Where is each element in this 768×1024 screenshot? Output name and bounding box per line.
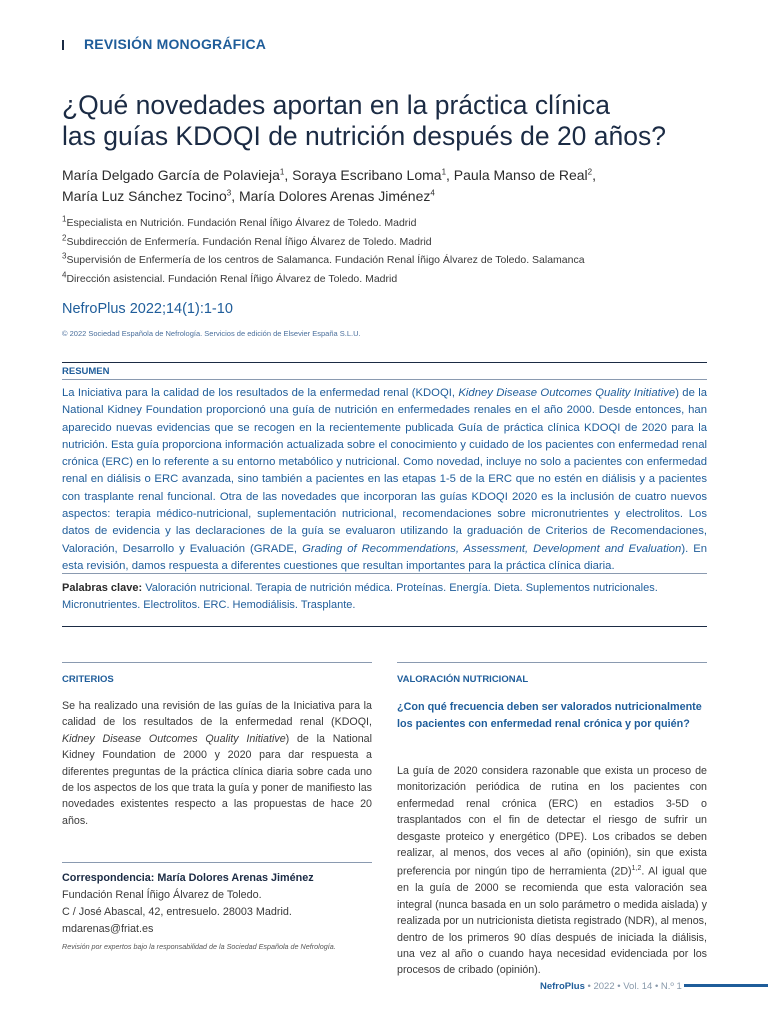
keywords-text: Valoración nutricional. Terapia de nutrición médica. Proteínas. Energía. Dieta. Suplementos nutricionales. Micronutrientes. Electrolitos. ERC. Hemodiálisis. Trasplante. (62, 582, 658, 611)
keywords-label: Palabras clave: (62, 582, 143, 594)
affiliation-sup: 1 (62, 214, 67, 224)
resumen-part: ). En esta revisión, damos respuesta a diferentes cuestiones que resultan importantes para la práctica clínica diaria. (62, 542, 708, 572)
section-tag-label: REVISIÓN MONOGRÁFICA (84, 36, 267, 52)
keywords (62, 580, 707, 613)
resumen-text (62, 385, 707, 575)
correspondence-name: María Dolores Arenas Jiménez (157, 872, 314, 884)
divider (62, 662, 372, 663)
author-list: María Delgado García de Polavieja$^1$, Soraya Escribano Loma$^1$, Paula Manso de Real$^2$, María Luz Sánchez Tocino$^3$, María Dolores Arenas Jiménez$^4$ (62, 167, 597, 204)
affiliation (62, 271, 722, 290)
author-name: María Delgado García de Polavieja (62, 167, 280, 183)
footer-sep: • (654, 981, 659, 992)
resumen-heading: RESUMEN (62, 366, 110, 377)
resumen-italic: Grading of Recommendations, Assessment, Development and Evaluation (302, 542, 682, 555)
author-sup: 1 (441, 167, 447, 177)
affiliation (62, 252, 722, 271)
footer-sep: • (587, 981, 591, 992)
author-name: Paula Manso de Real (453, 167, 588, 183)
author-name: María Dolores Arenas Jiménez (238, 188, 431, 204)
divider (62, 626, 707, 627)
divider (62, 362, 707, 363)
author-sup: 2 (587, 167, 593, 177)
resumen-part: ) de la National Kidney Foundation proporcionó una guía de nutrición en enfermedades renales en el año 2000. Desde entonces, han aparecido nuevas evidencias que se recogen en la recientemente publicada Guía de práctica clínica KDOQI de 2020 para la nutrición. Esta guía proporciona información actualizada sobre el conocimiento y cuidado de los pacientes con enfermedad renal crónica (ERC) en lo referente a su entorno metabólico y nutricional. Como novedad, incluye no solo a pacientes con enfermedad renal en diálisis o ERC avanzada, sino también a pacientes en las etapas 1-5 de la ERC que no estén en diálisis y a pacientes con trasplante renal funcional. Otra de las novedades que incorporan las guías KDOQI 2020 es la inclusión de cuatro nuevos aspectos: terapia médico-nutricional, suplementación nutricional, recomendaciones sobre micronutrientes y electrolitos. Los datos de evidencia y las declaraciones de la guía se evaluaron utilizando la graduación de Criterios de Recomendaciones, Valoración, Desarrollo y Evaluación (GRADE, (62, 387, 707, 555)
resumen-italic: Kidney Disease Outcomes Quality Initiative (458, 387, 676, 399)
footer-number: N.º 1 (660, 981, 682, 992)
affiliation-text: Supervisión de Enfermería de los centros de Salamanca. Fundación Renal Íñigo Álvarez de Toledo. Salamanca (66, 254, 585, 266)
page-footer (540, 981, 682, 992)
affiliation-text: Subdirección de Enfermería. Fundación Renal Íñigo Álvarez de Toledo. Madrid (66, 235, 432, 248)
footer-sep: • (617, 981, 621, 992)
affiliation-sup: 3 (62, 251, 67, 261)
resumen-part: La Iniciativa para la calidad de los resultados de la enfermedad renal (KDOQI, (62, 387, 459, 399)
correspondence-address-2: C / José Abascal, 42, entresuelo. 28003 Madrid. (62, 906, 292, 918)
criterios-italic: Kidney Disease Outcomes Quality Initiative (62, 732, 286, 745)
footer-journal: NefroPlus (540, 981, 585, 992)
affiliation-text: Dirección asistencial. Fundación Renal Íñigo Álvarez de Toledo. Madrid (66, 272, 398, 285)
footer-year: 2022 (593, 981, 615, 992)
valoracion-text (397, 763, 707, 979)
author-name: María Luz Sánchez Tocino (62, 188, 227, 204)
question-heading: ¿Con qué frecuencia deben ser valorados nutricionalmente los pacientes con enfermedad renal crónica y por quién? (397, 701, 702, 730)
affiliation (62, 234, 722, 253)
title-line-1: ¿Qué novedades aportan en la práctica clínica (62, 90, 610, 120)
criterios-part: ) de la National Kidney Foundation de 2000 y 2020 para dar respuesta a diferentes preguntas de la práctica clínica diaria sobre cada uno de los aspectos de los que trata la guía y poner de manifiesto las novedades existentes respecto a las propuestas de hace 20 años. (62, 732, 372, 827)
review-note: Revisión por expertos bajo la responsabilidad de la Sociedad Española de Nefrología. (62, 942, 336, 951)
divider (397, 662, 707, 663)
criterios-heading: CRITERIOS (62, 674, 114, 685)
title-line-2: las guías KDOQI de nutrición después de 20 años? (62, 121, 666, 151)
valoracion-heading: VALORACIÓN NUTRICIONAL (397, 674, 529, 685)
footer-bar (684, 984, 768, 987)
article-title (62, 90, 722, 152)
correspondence-label: Correspondencia: (62, 872, 155, 884)
footer-volume: Vol. 14 (623, 981, 653, 992)
divider (62, 379, 707, 380)
citation-sup: 1,2 (631, 865, 642, 873)
affiliation-sup: 4 (62, 270, 67, 279)
affiliation (62, 215, 722, 234)
affiliation-sup: 2 (62, 233, 67, 242)
author-sup: 1 (279, 167, 285, 177)
author-sup: 3 (226, 188, 232, 198)
correspondence-email: mdarenas@friat.es (62, 923, 154, 935)
valoracion-part: . Al igual que en la guía de 2000 se recomienda que esta valoración sea integral (nunca basada en un solo parámetro o medida aislada) y realizada por un nutricionista dietista registrado (NDR), al menos, dentro de los primeros 90 días después de iniciada la diálisis, una vez al año o cuando haya necesidad evidenciada por los procesos de cribado (opinión). (397, 866, 707, 977)
author-sup: 4 (430, 188, 435, 198)
valoracion-part: La guía de 2020 considera razonable que exista un proceso de monitorización periódica de rutina en los pacientes con enfermedad renal crónica (ERC) en estadios 3-5D o trasplantados con el fin de detectar el riesgo de sufrir un desgaste proteico y energético (DPE). Los cribados se deben realizar, al menos, dos veces al año (opinión), sin que exista preferencia por ningún tipo de herramienta (2D) (397, 765, 707, 878)
journal-reference: NefroPlus 2022;14(1):1-10 (62, 301, 233, 317)
divider (62, 862, 372, 863)
affiliation-list (62, 215, 722, 289)
divider (62, 573, 707, 574)
correspondence (62, 870, 362, 938)
section-tag (62, 36, 266, 52)
criterios-part: Se ha realizado una revisión de las guías de la Iniciativa para la calidad de los resultados de la enfermedad renal (KDOQI, (62, 700, 372, 729)
copyright-notice: © 2022 Sociedad Española de Nefrología. Servicios de edición de Elsevier España S.L.U. (62, 329, 361, 338)
author-name: Soraya Escribano Loma (292, 167, 442, 183)
criterios-text (62, 698, 372, 829)
affiliation-text: Especialista en Nutrición. Fundación Renal Íñigo Álvarez de Toledo. Madrid (66, 217, 417, 229)
correspondence-address-1: Fundación Renal Íñigo Álvarez de Toledo. (62, 889, 262, 901)
